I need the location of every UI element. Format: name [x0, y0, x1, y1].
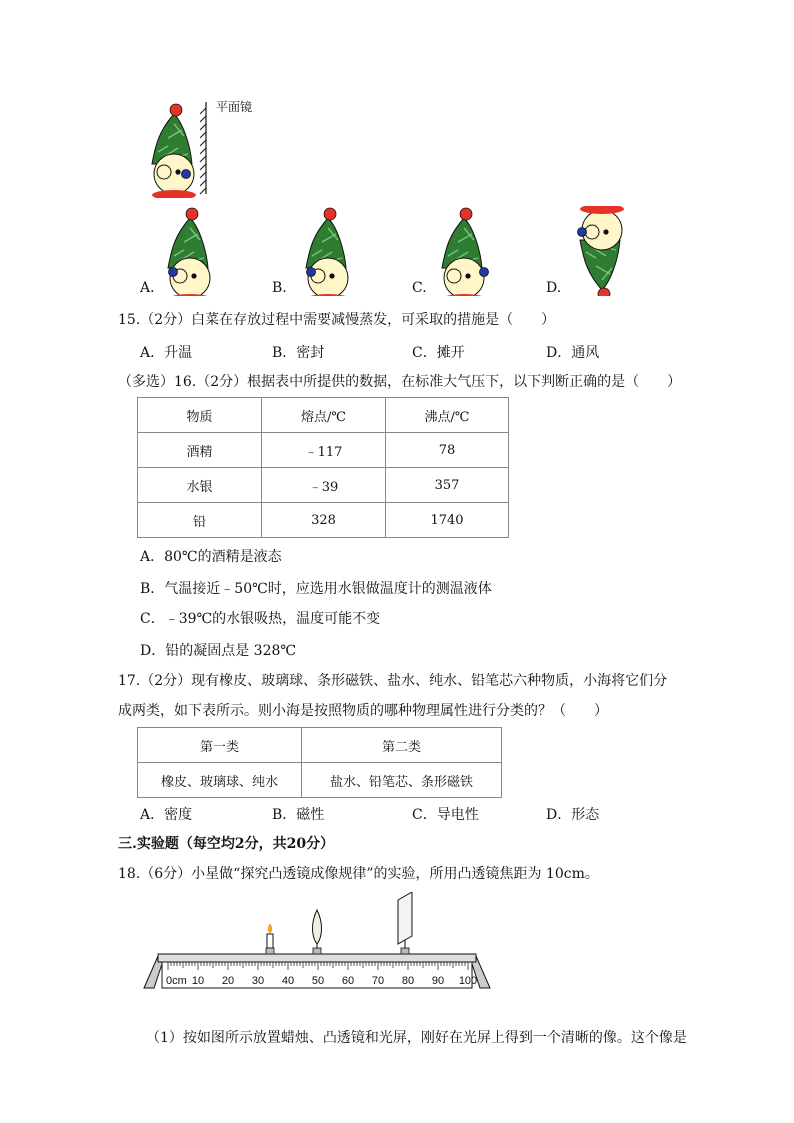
q14-option-c-image: [432, 206, 496, 296]
table-cell: 1740: [386, 503, 509, 538]
q17-option-b[interactable]: B．磁性: [272, 807, 325, 823]
bench-rail: [158, 954, 476, 962]
q16-option-d[interactable]: D．铅的凝固点是 328℃: [140, 643, 297, 659]
table-header: 第一类: [138, 728, 302, 763]
q17-option-c[interactable]: C．导电性: [412, 807, 479, 823]
blue-nose-icon: [182, 170, 191, 179]
ruler-label: 70: [371, 975, 385, 987]
ruler-label: 20: [221, 975, 235, 987]
light-screen: [398, 892, 412, 954]
convex-lens: [313, 910, 322, 954]
q17-classification-table: [137, 727, 502, 798]
q15-option-d[interactable]: D．通风: [546, 345, 600, 361]
ruler-label: 10: [191, 975, 205, 987]
table-header: 物质: [138, 398, 262, 433]
table-cell: ﹣117: [262, 433, 386, 468]
optical-bench-svg: [140, 892, 494, 992]
q16-option-a[interactable]: A．80℃的酒精是液态: [140, 549, 282, 565]
ruler-label: 90: [431, 975, 445, 987]
q17-stem-line2: 成两类，如下表所示。则小海是按照物质的哪种物理属性进行分类的？（ ）: [118, 703, 608, 719]
table-header: 熔点/℃: [262, 398, 386, 433]
q18-stem: 18.（6分）小星做“探究凸透镜成像规律”的实验，所用凸透镜焦距为 10cm。: [118, 866, 599, 882]
q16-data-table: [137, 397, 509, 538]
q17-stem-line1: 17.（2分）现有橡皮、玻璃球、条形磁铁、盐水、纯水、铅笔芯六种物质，小海将它们分: [118, 673, 668, 689]
q15-option-c[interactable]: C．摊开: [412, 345, 465, 361]
ruler-label: 40: [281, 975, 295, 987]
q14-option-c[interactable]: C.: [412, 280, 427, 296]
ruler-label: 30: [251, 975, 265, 987]
q14-option-a[interactable]: A.: [140, 280, 155, 296]
q15-stem: 15.（2分）白菜在存放过程中需要减慢蒸发，可采取的措施是（ ）: [118, 312, 556, 328]
q14-option-a-image: [160, 206, 224, 296]
q17-option-d[interactable]: D．形态: [546, 807, 600, 823]
table-cell: 水银: [138, 468, 262, 503]
q16-stem: （多选）16.（2分）根据表中所提供的数据，在标准大气压下，以下判断正确的是（ ）: [118, 374, 682, 390]
q16-option-b[interactable]: B．气温接近﹣50℃时，应选用水银做温度计的测温液体: [140, 581, 492, 597]
table-cell: 铅: [138, 503, 262, 538]
flame-icon: [268, 924, 272, 933]
q15-option-a[interactable]: A．升温: [140, 345, 193, 361]
q16-option-c[interactable]: C．﹣39℃的水银吸热，温度可能不变: [140, 611, 381, 627]
mirror-label: 平面镜: [216, 100, 253, 114]
q14-option-b-image: [298, 206, 362, 296]
q15-option-b[interactable]: B．密封: [272, 345, 325, 361]
q14-option-d-image: [570, 206, 634, 296]
ruler-label: 0cm: [166, 975, 187, 987]
candle: [266, 924, 274, 954]
table-cell: 酒精: [138, 433, 262, 468]
ruler-label: 80: [401, 975, 415, 987]
table-cell: 橡皮、玻璃球、纯水: [138, 763, 302, 798]
table-cell: 328: [262, 503, 386, 538]
section-title: 三.实验题（每空均2分，共20分）: [118, 836, 335, 852]
q17-option-a[interactable]: A．密度: [140, 807, 193, 823]
table-cell: 78: [386, 433, 509, 468]
optical-bench-figure: [140, 892, 494, 992]
ruler-label: 60: [341, 975, 355, 987]
table-header: 沸点/℃: [386, 398, 509, 433]
q14-option-b[interactable]: B.: [272, 280, 287, 296]
ruler-label: 50: [311, 975, 325, 987]
table-cell: 357: [386, 468, 509, 503]
table-header: 第二类: [302, 728, 502, 763]
q18-sub1: （1）按如图所示放置蜡烛、凸透镜和光屏，刚好在光屏上得到一个清晰的像。这个像是: [146, 1030, 687, 1046]
table-cell: ﹣39: [262, 468, 386, 503]
table-cell: 盐水、铅笔芯、条形磁铁: [302, 763, 502, 798]
q14-option-d[interactable]: D.: [546, 280, 562, 296]
ruler-label: 100: [458, 975, 478, 987]
